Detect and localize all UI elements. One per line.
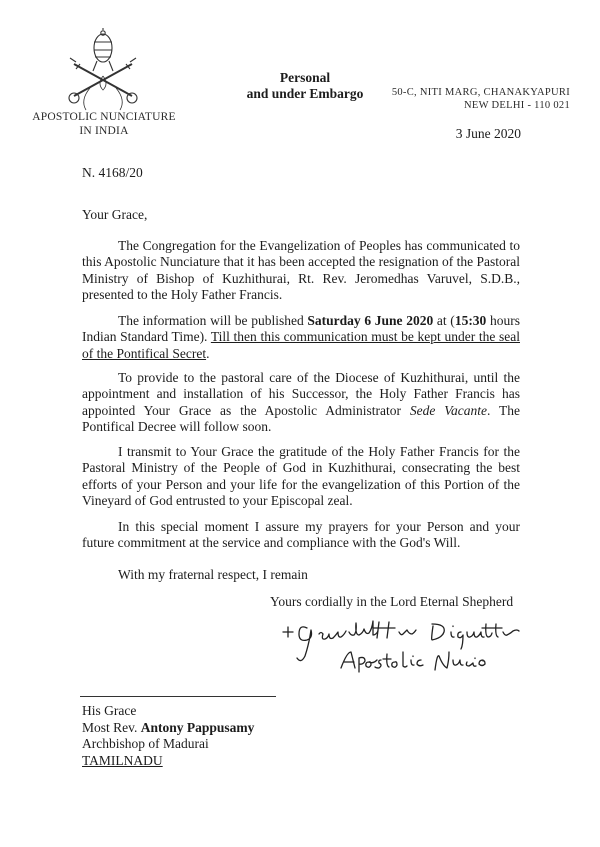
- addressee-name: Antony Pappusamy: [140, 719, 255, 735]
- paragraph-3: [82, 370, 520, 436]
- p3-text-a: To provide to the pastoral care of the Diocese of Kuzhithurai, until the appointment and installation of his Successor, the Holy Father Francis has appointed Your Grace as the Apostolic Administrator: [82, 370, 520, 418]
- addressee-block: [82, 703, 254, 769]
- address-line-1: 50-C, NITI MARG, CHANAKYAPURI: [391, 87, 570, 98]
- addressee-title: Most Rev.: [82, 719, 141, 735]
- addressee-line-3: Archbishop of Madurai: [82, 736, 209, 751]
- paragraph-4-text: I transmit to Your Grace the gratitude of the Holy Father Francis for the Pastoral Ministry of the People of God in Kuzhithurai, consecrating the best efforts of your Person and your life for the evangelization of this Portion of the Vineyard of God entrusted to your Episcopal zeal.: [82, 444, 520, 509]
- paragraph-5-text: In this special moment I assure my prayers for your Person and your future commitment at the service and compliance with the God's Will.: [82, 519, 520, 551]
- embargo-line-2: and under Embargo: [246, 86, 364, 101]
- addressee-line-4: TAMILNADU: [82, 752, 163, 768]
- p3-text-c: . The Pontifical Decree will follow soon.: [82, 402, 521, 435]
- embargo-line-1: Personal: [279, 70, 331, 85]
- nunciature-line-2: IN INDIA: [79, 125, 129, 137]
- p2-publication-time: 15:30: [454, 313, 487, 328]
- nunciature-address: [390, 86, 570, 112]
- p3-sede-vacante: Sede Vacante: [409, 402, 488, 418]
- letter-date: 3 June 2020: [455, 126, 521, 141]
- p2-secret-notice: Till then this communication must be kept under the seal of the Pontifical Secret: [82, 329, 520, 361]
- papal-coat-of-arms-emblem: [60, 28, 146, 112]
- address-line-2: NEW DELHI - 110 021: [463, 100, 570, 111]
- embargo-notice: [235, 70, 375, 102]
- paragraph-5: [82, 519, 520, 552]
- nunciature-name: [30, 110, 178, 138]
- p2-publication-date: Saturday 6 June 2020: [307, 313, 434, 328]
- paragraph-1-text: The Congregation for the Evangelization of Peoples has communicated to this Apostolic Nunciature that it has been accepted the resignation of the Pastoral Ministry of Bishop of Kuzhithurai, Rt. Rev. Jeromedhas Varuvel, S.D.B., presented to the Holy Father Francis.: [82, 238, 520, 303]
- paragraph-2: [82, 313, 520, 362]
- addressee-line-2: [82, 720, 254, 737]
- salutation: Your Grace,: [82, 207, 148, 222]
- p2-text-a: The information will be published: [118, 313, 308, 328]
- p2-text-g: .: [206, 345, 210, 361]
- valediction: Yours cordially in the Lord Eternal Shepherd: [270, 594, 514, 609]
- p2-text-c: at (: [433, 313, 455, 328]
- closing-line: With my fraternal respect, I remain: [118, 567, 308, 582]
- addressee-line-1: His Grace: [82, 703, 137, 718]
- paragraph-1: [82, 238, 520, 304]
- nunciature-line-1: APOSTOLIC NUNCIATURE: [32, 111, 176, 123]
- paragraph-4: [82, 444, 520, 510]
- handwritten-signature: [275, 614, 525, 674]
- signature-divider: [80, 696, 276, 697]
- p2-text-e: hours Indian Standard Time).: [82, 313, 520, 345]
- reference-number: N. 4168/20: [82, 165, 143, 180]
